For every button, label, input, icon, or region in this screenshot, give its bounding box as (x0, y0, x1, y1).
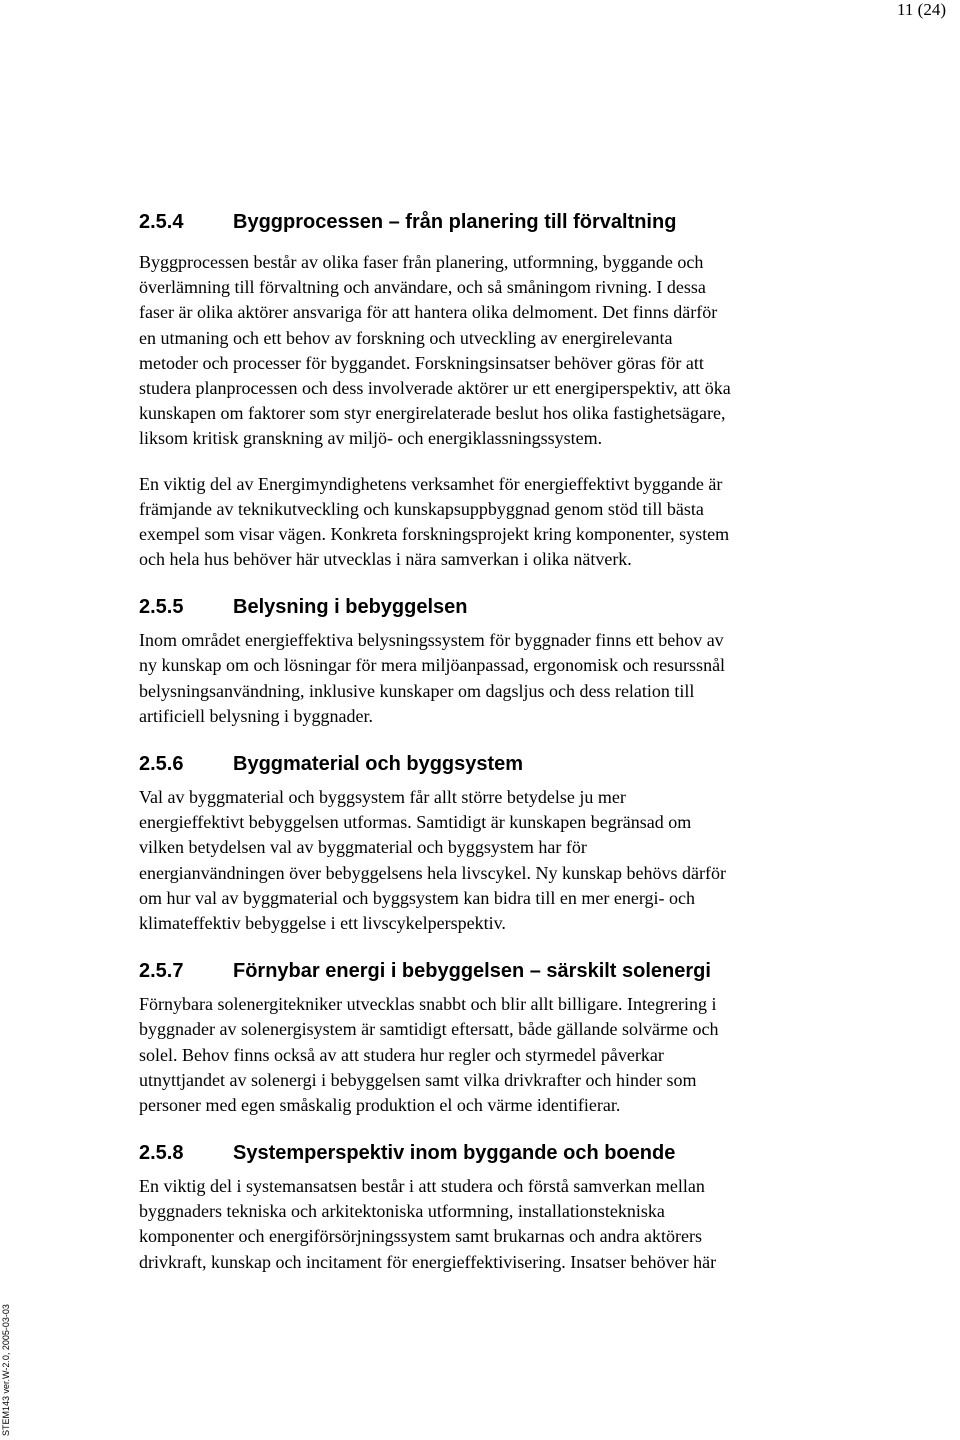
section-number: 2.5.6 (139, 753, 184, 775)
section-2-5-4 (139, 208, 859, 572)
text-line: artificiell belysning i byggnader. (139, 705, 373, 726)
paragraph (139, 250, 859, 452)
section-heading (139, 1139, 859, 1167)
paragraph (139, 472, 859, 573)
section-2-5-7 (139, 957, 859, 1118)
text-line: liksom kritisk granskning av miljö- och energiklassningssystem. (139, 428, 603, 449)
text-line: om hur val av byggmaterial och byggsystem kan bidra till en mer energi- och (139, 887, 696, 908)
text-line: En viktig del i systemansatsen består i att studera och förstå samverkan mellan (139, 1176, 705, 1197)
text-line: byggnader av solenergisystem är samtidigt eftersatt, både gällande solvärme och (139, 1019, 719, 1040)
section-title: Byggmaterial och byggsystem (233, 753, 524, 775)
section-title: Systemperspektiv inom byggande och boende (233, 1142, 676, 1165)
section-title: Byggprocessen – från planering till förvaltning (233, 211, 677, 233)
paragraph (139, 785, 859, 936)
text-line: belysningsanvändning, inklusive kunskaper om dagsljus och dess relation till (139, 680, 695, 701)
text-line: kunskapen om faktorer som styr energirelaterade beslut hos olika fastighetsägare, (139, 403, 726, 424)
text-line: exempel som visar vägen. Konkreta forskningsprojekt kring komponenter, system (139, 523, 730, 544)
text-line: drivkraft, kunskap och incitament för energieffektivisering. Insatser behöver här (139, 1251, 717, 1272)
text-line: Byggprocessen består av olika faser från planering, utformning, byggande och (139, 252, 704, 272)
section-2-5-6 (139, 750, 859, 936)
text-line: överlämning till förvaltning och användare, och så småningom rivning. I dessa (139, 277, 706, 298)
text-line: faser är olika aktörer ansvariga för att hantera olika delmoment. Det finns därför (139, 302, 718, 323)
text-line: personer med egen småskalig produktion el och värme identifierar. (139, 1094, 621, 1115)
text-line: Val av byggmaterial och byggsystem får allt större betydelse ju mer (139, 787, 626, 807)
text-line: metoder och processer för byggandet. Forskningsinsatser behöver göras för att (139, 352, 704, 373)
version-label-text: STEM143 ver.W-2.0, 2005-03-03 (1, 1304, 11, 1436)
section-number: 2.5.7 (139, 960, 184, 983)
section-2-5-8 (139, 1139, 859, 1275)
document-body (139, 208, 859, 1275)
section-title: Belysning i bebyggelsen (233, 596, 468, 619)
section-2-5-5 (139, 593, 859, 729)
text-line: främjande av teknikutveckling och kunskapsuppbyggnad genom stöd till bästa (139, 498, 704, 519)
text-line: Inom området energieffektiva belysningssystem för byggnader finns ett behov av (139, 630, 724, 651)
text-line: utnyttjandet av solenergi i bebyggelsen samt vilka drivkrafter och hinder som (139, 1069, 697, 1090)
text-line: En viktig del av Energimyndighetens verksamhet för energieffektivt byggande är (139, 473, 723, 494)
text-line: komponenter och energiförsörjningssystem samt brukarnas och andra aktörers (139, 1226, 703, 1247)
paragraph (139, 628, 859, 729)
paragraph (139, 992, 859, 1118)
text-line: byggnaders tekniska och arkitektoniska utformning, installationstekniska (139, 1201, 665, 1222)
section-number: 2.5.4 (139, 211, 184, 233)
version-label (0, 1286, 12, 1436)
section-number: 2.5.5 (139, 596, 184, 619)
section-heading (139, 208, 859, 236)
text-line: ny kunskap om och lösningar för mera miljöanpassad, ergonomisk och resurssnål (139, 655, 726, 676)
page-number: 11 (24) (897, 0, 946, 19)
section-number: 2.5.8 (139, 1142, 184, 1165)
text-line: studera planprocessen och dess involverade aktörer ur ett energiperspektiv, att öka (139, 377, 731, 398)
text-line: Förnybara solenergitekniker utvecklas snabbt och blir allt billigare. Integrering i (139, 994, 717, 1015)
section-heading (139, 593, 859, 621)
section-heading (139, 957, 859, 985)
text-line: energieffektivt bebyggelsen utformas. Samtidigt är kunskapen begränsad om (139, 812, 692, 833)
text-line: och hela hus behöver här utvecklas i nära samverkan i olika nätverk. (139, 549, 632, 570)
text-line: solel. Behov finns också av att studera hur regler och styrmedel påverkar (139, 1044, 664, 1065)
section-heading (139, 750, 859, 778)
section-title: Förnybar energi i bebyggelsen – särskilt solenergi (233, 960, 711, 983)
paragraph (139, 1174, 859, 1275)
text-line: klimateffektiv bebyggelse i ett livscykelperspektiv. (139, 912, 506, 933)
text-line: en utmaning och ett behov av forskning och utveckling av energirelevanta (139, 327, 673, 348)
text-line: energianvändningen över bebyggelsens hela livscykel. Ny kunskap behövs därför (139, 862, 727, 883)
text-line: vilken betydelsen val av byggmaterial och byggsystem har för (139, 837, 587, 858)
